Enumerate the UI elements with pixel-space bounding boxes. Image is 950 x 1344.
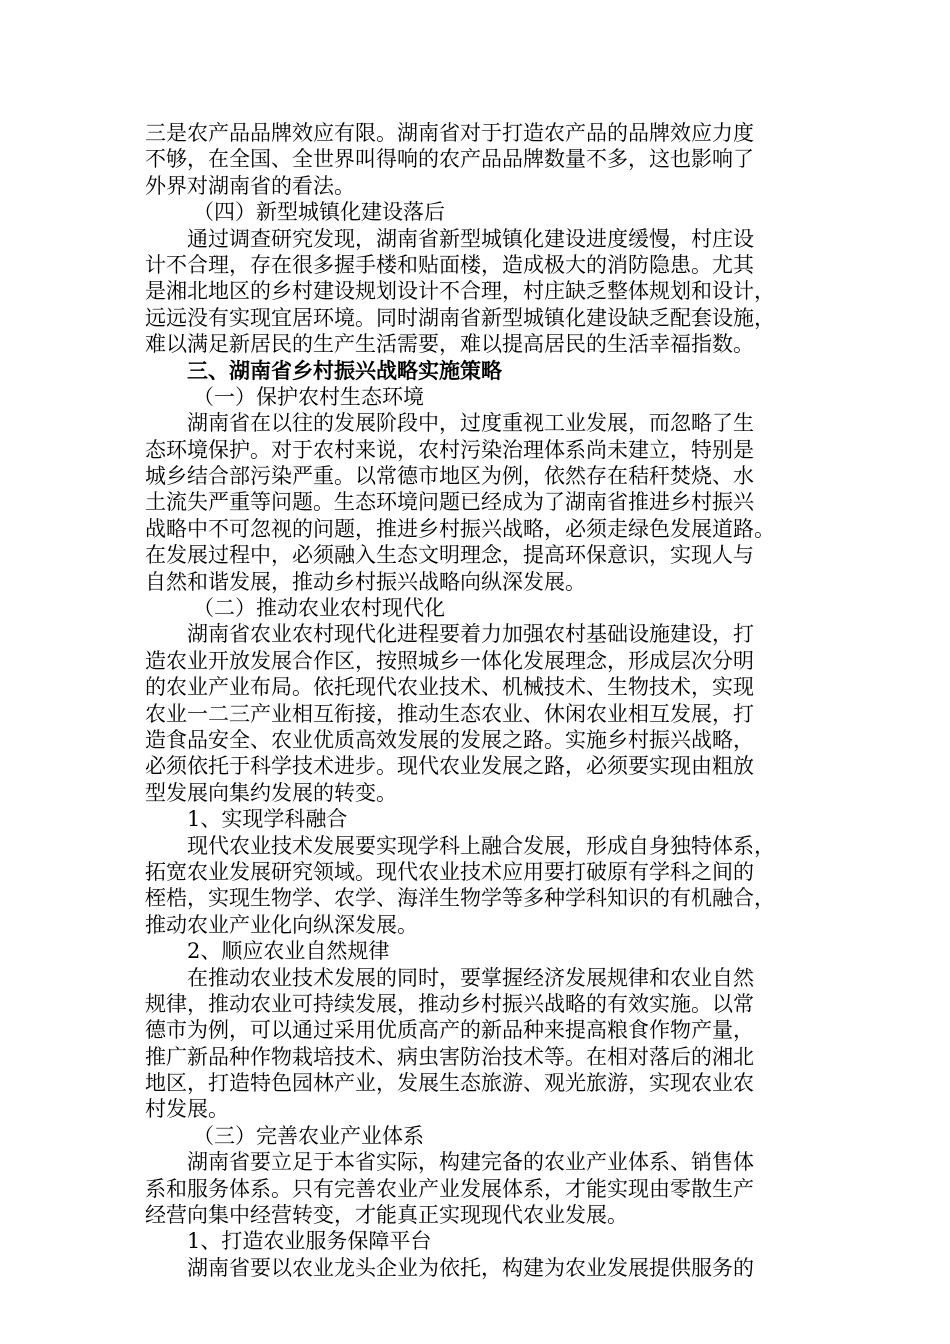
text-line: 必须依托于科学技术进步。现代农业发展之路，必须要实现由粗放: [145, 754, 754, 779]
text-line: 城乡结合部污染严重。以常德市地区为例，依然存在秸秆焚烧、水: [145, 464, 754, 489]
text-line: 三是农产品品牌效应有限。湖南省对于打造农产品的品牌效应力度: [145, 121, 754, 145]
text-line: 难以满足新居民的生产生活需要，难以提高居民的生活幸福指数。: [145, 332, 754, 357]
subsection-heading: （二）推动农业农村现代化: [193, 596, 445, 621]
text-line: 湖南省在以往的发展阶段中，过度重视工业发展，而忽略了生: [187, 411, 754, 436]
text-line: 战略中不可忽视的问题，推进乡村振兴战略，必须走绿色发展道路。: [145, 516, 775, 541]
text-line: 土流失严重等问题。生态环境问题已经成为了湖南省推进乡村振兴: [145, 490, 754, 515]
text-line: 远远没有实现宜居环境。同时湖南省新型城镇化建设缺乏配套设施，: [145, 305, 775, 330]
text-line: 湖南省要立足于本省实际，构建完备的农业产业体系、销售体: [187, 1150, 754, 1175]
text-line: 现代农业技术发展要实现学科上融合发展，形成自身独特体系，: [187, 833, 775, 858]
text-line: 在发展过程中，必须融入生态文明理念，提高环保意识，实现人与: [145, 543, 754, 568]
text-line: 的农业产业布局。依托现代农业技术、机械技术、生物技术，实现: [145, 675, 754, 700]
text-line: 是湘北地区的乡村建设规划设计不合理，村庄缺乏整体规划和设计，: [145, 279, 775, 304]
text-line: 推动农业产业化向纵深发展。: [145, 912, 418, 937]
subsection-heading: （三）完善农业产业体系: [193, 1123, 424, 1148]
text-line: 推广新品种作物栽培技术、病虫害防治技术等。在相对落后的湘北: [145, 1044, 754, 1069]
text-line: 湖南省农业农村现代化进程要着力加强农村基础设施建设，打: [187, 622, 754, 647]
text-line: 地区，打造特色园林产业，发展生态旅游、观光旅游，实现农业农: [145, 1071, 754, 1096]
text-line: 系和服务体系。只有完善农业产业发展体系，才能实现由零散生产: [145, 1176, 754, 1201]
text-line: 1、实现学科融合: [187, 807, 348, 832]
text-line: 2、顺应农业自然规律: [187, 939, 390, 964]
text-line: 通过调查研究发现，湖南省新型城镇化建设进度缓慢，村庄设: [187, 226, 754, 251]
text-line: 不够，在全国、全世界叫得响的农产品品牌数量不多，这也影响了: [145, 147, 754, 172]
text-line: 湖南省要以农业龙头企业为依托，构建为农业发展提供服务的: [187, 1255, 754, 1280]
text-line: 桎梏，实现生物学、农学、海洋生物学等多种学科知识的有机融合，: [145, 886, 775, 911]
text-line: 拓宽农业发展研究领域。现代农业技术应用要打破原有学科之间的: [145, 859, 754, 884]
text-line: 型发展向集约发展的转变。: [145, 780, 397, 805]
text-line: 村发展。: [145, 1097, 229, 1122]
text-line: 德市为例，可以通过采用优质高产的新品种来提高粮食作物产量，: [145, 1018, 754, 1043]
subsection-heading: （一）保护农村生态环境: [193, 384, 424, 409]
text-line: 造农业开放发展合作区，按照城乡一体化发展理念，形成层次分明: [145, 648, 754, 673]
subsection-heading: （四）新型城镇化建设落后: [193, 200, 445, 225]
text-line: 态环境保护。对于农村来说，农村污染治理体系尚未建立，特别是: [145, 437, 754, 462]
text-line: 规律，推动农业可持续发展，推动乡村振兴战略的有效实施。以常: [145, 991, 754, 1016]
text-line: 1、打造农业服务保障平台: [187, 1229, 432, 1254]
document-page: [145, 120, 810, 1281]
text-line: 造食品安全、农业优质高效发展的发展之路。实施乡村振兴战略，: [145, 727, 754, 752]
text-line: 计不合理，存在很多握手楼和贴面楼，造成极大的消防隐患。尤其: [145, 252, 754, 277]
text-line: 经营向集中经营转变，才能真正实现现代农业发展。: [145, 1203, 628, 1228]
text-line: 外界对湖南省的看法。: [145, 173, 355, 198]
text-line: 农业一二三产业相互衔接，推动生态农业、休闲农业相互发展，打: [145, 701, 754, 726]
section-heading: 三、湖南省乡村振兴战略实施策略: [187, 357, 502, 383]
text-line: 在推动农业技术发展的同时，要掌握经济发展规律和农业自然: [187, 965, 754, 990]
text-line: 自然和谐发展，推动乡村振兴战略向纵深发展。: [145, 569, 586, 594]
